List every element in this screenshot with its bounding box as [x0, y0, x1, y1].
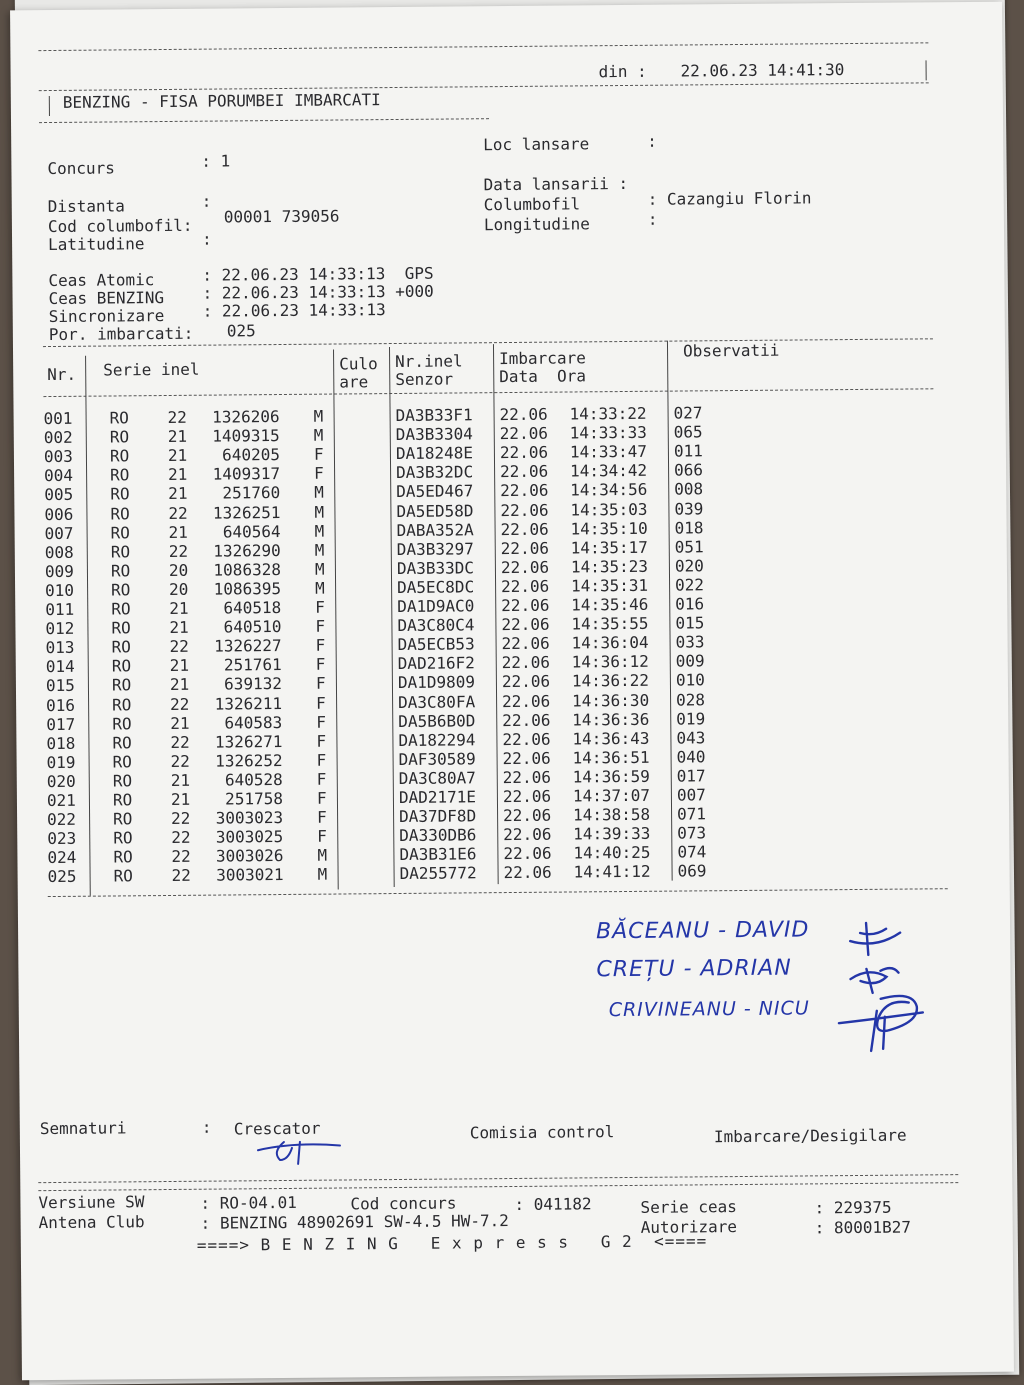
th-serie-inel: Serie inel	[103, 359, 200, 380]
cell-obs: 065	[673, 422, 703, 442]
cell-senzor: DA330DB6	[399, 825, 477, 846]
cell-obs: 027	[673, 403, 703, 423]
cell-obs: 066	[673, 460, 704, 480]
cell-nr: 011	[45, 599, 75, 620]
cell-obs: 008	[674, 479, 704, 499]
cell-senzor: DA3B3297	[396, 539, 474, 559]
cell-sex: F	[315, 654, 326, 675]
cell-sex: M	[317, 845, 328, 866]
cell-senzor: DA3B3304	[395, 424, 473, 445]
cell-senzor: DA5B6B0D	[398, 710, 476, 731]
cell-nr: 015	[45, 676, 75, 696]
cell-inel: 639132	[224, 674, 283, 694]
cell-inel: 640564	[222, 521, 281, 542]
cell-ora: 14:36:43	[572, 728, 650, 749]
th-nr-inel-2: Senzor	[395, 369, 454, 390]
cell-data: 22.06	[499, 404, 548, 425]
cell-nr: 014	[45, 657, 75, 677]
loc-lansare-label: Loc lansare	[483, 134, 590, 155]
cell-obs: 039	[674, 498, 704, 519]
antena-club-value: : BENZING 48902691 SW-4.5 HW-7.2	[200, 1211, 509, 1233]
cell-senzor: DA5ED467	[396, 481, 474, 502]
signature-mark-1	[846, 919, 906, 960]
serie-ceas-value: : 229375	[814, 1197, 892, 1218]
cell-inel: 251758	[225, 789, 284, 809]
cell-an: 22	[171, 808, 191, 829]
cell-data: 22.06	[502, 748, 551, 768]
table-bottom-rule	[48, 888, 948, 897]
cell-data: 22.06	[500, 538, 550, 558]
col-rule-senzor	[493, 344, 499, 884]
header-mid-rule	[39, 82, 929, 91]
cell-sex: M	[315, 578, 325, 598]
cell-obs: 009	[675, 651, 705, 671]
cell-data: 22.06	[501, 652, 551, 673]
cell-inel: 640518	[223, 598, 282, 618]
distanta-label: Distanta	[47, 196, 125, 217]
cell-ora: 14:41:12	[573, 862, 651, 882]
columbofil-label: Columbofil	[483, 194, 581, 215]
por-imbarcati-value: 025	[226, 321, 256, 341]
cell-nr: 023	[47, 828, 77, 849]
cell-nr: 012	[45, 618, 75, 639]
cell-sex: F	[315, 616, 326, 636]
table-header-rule	[43, 388, 933, 397]
cell-tara: RO	[111, 599, 131, 619]
longitudine-value: :	[647, 209, 658, 229]
header-top-rule	[38, 42, 928, 51]
cod-columbofil-label: Cod columbofil:	[47, 215, 193, 237]
crescator-signature	[254, 1137, 344, 1166]
serie-ceas-label: Serie ceas	[640, 1197, 737, 1217]
cell-an: 22	[171, 866, 191, 886]
cell-ora: 14:34:42	[570, 461, 648, 481]
cell-tara: RO	[110, 465, 130, 485]
cell-data: 22.06	[499, 442, 549, 463]
cell-ora: 14:36:12	[571, 652, 649, 672]
cell-senzor: DAD2171E	[398, 787, 477, 807]
autorizare-label: Autorizare	[640, 1217, 738, 1237]
semnaturi-label: Semnaturi	[39, 1118, 127, 1139]
por-imbarcati-label: Por. imbarcati:	[48, 323, 194, 345]
cell-data: 22.06	[500, 481, 549, 501]
concurs-value: : 1	[201, 151, 231, 171]
cell-data: 22.06	[501, 614, 550, 635]
cell-sex: F	[313, 444, 324, 464]
cell-tara: RO	[113, 847, 133, 867]
cell-sex: M	[313, 406, 324, 426]
cell-sex: F	[317, 826, 327, 846]
cell-an: 21	[170, 789, 191, 809]
cell-senzor: DA182294	[398, 730, 476, 750]
cell-nr: 019	[46, 752, 76, 772]
th-imbarcare-2: Data Ora	[499, 366, 587, 387]
cell-ora: 14:34:56	[570, 480, 648, 500]
cell-an: 22	[170, 732, 190, 752]
cell-nr: 020	[46, 771, 76, 791]
cell-ora: 14:36:30	[572, 690, 650, 710]
ceas-benzing-label: Ceas BENZING	[48, 288, 165, 309]
cell-ora: 14:36:51	[572, 747, 650, 768]
cell-ora: 14:39:33	[573, 823, 651, 844]
cell-senzor: DA3C80A7	[398, 768, 476, 788]
cell-ora: 14:36:36	[572, 709, 650, 730]
cell-data: 22.06	[500, 557, 550, 577]
cell-nr: 017	[46, 714, 76, 734]
cell-an: 21	[169, 656, 190, 676]
cell-senzor: DA5EC8DC	[397, 577, 475, 597]
versiune-sw-label: Versiune SW	[38, 1192, 145, 1213]
cell-nr: 004	[44, 466, 74, 486]
cell-sex: F	[317, 807, 327, 827]
cell-inel: 1326211	[214, 693, 283, 714]
cell-data: 22.06	[501, 633, 550, 654]
cell-sex: F	[315, 635, 326, 655]
cell-tara: RO	[109, 427, 130, 447]
cell-obs: 015	[675, 613, 705, 633]
cell-sex: F	[316, 769, 327, 789]
cell-an: 21	[167, 426, 188, 447]
sincronizare-value: : 22.06.23 14:33:13	[202, 300, 386, 321]
th-observatii: Observatii	[682, 340, 780, 361]
th-nr: Nr.	[47, 364, 77, 385]
cell-senzor: DA255772	[399, 863, 477, 884]
cell-tara: RO	[110, 542, 131, 562]
cell-nr: 018	[46, 733, 76, 753]
signature-mark-2	[846, 961, 906, 998]
cell-obs: 016	[675, 594, 705, 614]
cell-nr: 010	[45, 580, 75, 600]
cell-an: 21	[168, 465, 188, 485]
autorizare-value: : 80001B27	[814, 1217, 912, 1238]
cell-obs: 051	[674, 537, 704, 557]
cell-ora: 14:40:25	[573, 843, 651, 863]
cell-senzor: DA3C80C4	[397, 615, 475, 636]
cell-obs: 040	[676, 747, 706, 767]
cell-nr: 002	[43, 427, 73, 448]
cell-an: 22	[170, 694, 190, 714]
cell-data: 22.06	[501, 672, 551, 692]
cell-senzor: DA18248E	[395, 443, 474, 464]
cell-tara: RO	[110, 503, 130, 523]
cod-concurs-value: : 041182	[514, 1194, 592, 1214]
col-rule-culoare	[389, 347, 395, 887]
cell-nr: 013	[45, 638, 75, 658]
cell-obs: 033	[675, 632, 705, 652]
latitudine-value: :	[201, 229, 212, 249]
cell-data: 22.06	[500, 500, 549, 520]
cell-an: 22	[171, 827, 191, 848]
loc-lansare-value: :	[647, 131, 657, 151]
cell-ora: 14:35:17	[570, 537, 648, 558]
cell-obs: 018	[674, 517, 704, 538]
cell-inel: 1086328	[213, 559, 282, 580]
cell-tara: RO	[111, 618, 131, 638]
printed-form	[10, 2, 1014, 1381]
header-date-label: din :	[598, 61, 647, 82]
header-bottom-rule	[39, 118, 489, 123]
cell-ora: 14:33:22	[569, 403, 647, 424]
cell-an: 22	[167, 407, 187, 427]
cell-inel: 251761	[223, 655, 282, 675]
cell-inel: 1326271	[214, 731, 283, 752]
cell-sex: F	[315, 597, 325, 617]
cell-inel: 3003025	[215, 827, 284, 847]
cell-obs: 069	[677, 861, 707, 881]
cell-ora: 14:37:07	[572, 785, 651, 806]
col-rule-ora	[667, 341, 673, 881]
cell-ora: 14:33:33	[569, 422, 647, 443]
cell-nr: 009	[44, 561, 74, 581]
cell-ora: 14:35:55	[571, 613, 649, 634]
cell-senzor: DA37DF8D	[399, 806, 477, 827]
cell-ora: 14:35:31	[571, 575, 649, 596]
cell-tara: RO	[111, 675, 132, 695]
cell-data: 22.06	[503, 805, 552, 826]
cell-senzor: DA3B33F1	[395, 405, 473, 426]
cell-tara: RO	[112, 790, 133, 810]
cell-data: 22.06	[502, 729, 551, 749]
cell-inel: 3003021	[216, 865, 284, 885]
signature-mark-3	[837, 992, 928, 1055]
cell-inel: 3003023	[215, 808, 284, 828]
cell-tara: RO	[112, 713, 132, 734]
cell-sex: M	[314, 483, 324, 503]
cell-nr: 021	[46, 790, 76, 811]
cell-sex: M	[317, 865, 328, 885]
handwritten-name-1: BĂCEANU - DAVID	[595, 917, 810, 945]
cell-data: 22.06	[502, 767, 552, 787]
handwritten-name-2: CREȚU - ADRIAN	[596, 955, 792, 983]
cell-senzor: DA3B33DC	[396, 558, 475, 578]
cod-concurs-label: Cod concurs	[350, 1193, 457, 1214]
th-culoare-2: are	[339, 372, 369, 392]
cell-data: 22.06	[501, 595, 550, 616]
cell-tara: RO	[111, 656, 132, 676]
cell-sex: F	[314, 463, 324, 484]
cell-data: 22.06	[502, 786, 552, 807]
col-rule-sex	[333, 350, 339, 890]
benzing-banner: ====> B E N Z I N G E x p r e s s G 2 <====	[196, 1231, 708, 1255]
cell-senzor: DA5ED58D	[396, 500, 474, 521]
cell-obs: 071	[676, 804, 707, 824]
cell-tara: RO	[110, 484, 130, 504]
cell-senzor: DAD216F2	[397, 653, 475, 674]
cell-senzor: DABA352A	[396, 519, 474, 540]
cell-inel: 640583	[224, 712, 283, 733]
footer-rule-1	[38, 1174, 958, 1183]
cell-ora: 14:35:46	[571, 594, 649, 615]
latitudine-label: Latitudine	[48, 234, 145, 255]
cell-inel: 1409317	[212, 464, 281, 484]
cell-data: 22.06	[502, 710, 551, 730]
cell-tara: RO	[110, 522, 130, 543]
cell-senzor: DA3C80FA	[398, 691, 476, 712]
cell-obs: 020	[674, 556, 704, 576]
cell-sex: M	[314, 559, 325, 579]
cell-inel: 1326227	[214, 636, 282, 656]
antena-club-label: Antena Club	[38, 1212, 145, 1233]
th-nr-inel-1: Nr.inel	[395, 351, 463, 372]
cell-tara: RO	[112, 771, 133, 791]
cell-an: 21	[169, 598, 189, 618]
cell-data: 22.06	[500, 461, 549, 482]
cell-inel: 640205	[222, 445, 281, 465]
cell-sex: M	[313, 425, 324, 445]
cell-sex: M	[314, 540, 325, 560]
cell-nr: 016	[46, 695, 76, 715]
cell-obs: 022	[674, 575, 705, 595]
cell-ora: 14:33:47	[569, 442, 648, 462]
th-imbarcare-1: Imbarcare	[499, 348, 586, 369]
cell-an: 22	[168, 503, 188, 523]
cell-data: 22.06	[503, 824, 552, 845]
cell-inel: 1326251	[212, 502, 281, 523]
ceas-atomic-label: Ceas Atomic	[48, 270, 155, 291]
longitudine-label: Longitudine	[483, 214, 590, 235]
concurs-label: Concurs	[47, 158, 115, 179]
cell-nr: 024	[47, 848, 77, 868]
cell-an: 22	[169, 637, 189, 657]
imbarcare-desigilare-label: Imbarcare/Desigilare	[713, 1125, 907, 1147]
cell-obs: 028	[675, 689, 706, 710]
cell-ora: 14:35:03	[570, 499, 648, 519]
cell-obs: 019	[676, 708, 706, 729]
cell-obs: 073	[677, 823, 707, 843]
cell-ora: 14:36:04	[571, 632, 649, 653]
comisia-control-label: Comisia control	[469, 1122, 615, 1143]
cell-data: 22.06	[500, 519, 549, 539]
cell-an: 21	[170, 770, 191, 790]
crescator-label: Crescator	[233, 1118, 321, 1139]
cell-obs: 010	[675, 670, 705, 690]
cell-tara: RO	[112, 752, 132, 772]
cell-data: 22.06	[503, 863, 552, 883]
cell-sex: F	[316, 712, 326, 732]
footer-rule-2	[38, 1182, 958, 1191]
col-rule-nr	[85, 356, 91, 896]
cell-tara: RO	[113, 809, 133, 829]
semnaturi-colon: :	[201, 1117, 212, 1137]
handwritten-name-3: CRIVINEANU - NICU	[608, 997, 810, 1022]
cell-nr: 001	[43, 408, 73, 429]
cell-data: 22.06	[499, 423, 549, 444]
cell-senzor: DA1D9AC0	[397, 596, 475, 616]
cell-an: 20	[168, 560, 189, 580]
cell-tara: RO	[112, 694, 132, 714]
cell-ora: 14:35:10	[570, 518, 648, 539]
cell-senzor: DAF30589	[398, 749, 476, 769]
versiune-sw-value: : RO-04.01	[200, 1192, 297, 1213]
cell-tara: RO	[113, 828, 133, 848]
cell-inel: 251760	[222, 483, 281, 503]
cell-senzor: DA3B31E6	[399, 844, 477, 865]
cell-sex: F	[316, 788, 327, 808]
cell-nr: 022	[47, 809, 77, 830]
data-lansarii-label: Data lansarii :	[483, 173, 629, 195]
ceas-benzing-value: : 22.06.23 14:33:13 +000	[202, 281, 434, 303]
cell-an: 21	[168, 484, 188, 504]
cell-an: 20	[169, 579, 189, 599]
cell-an: 21	[167, 446, 188, 466]
cell-nr: 005	[44, 485, 74, 505]
cell-ora: 14:35:23	[570, 556, 649, 577]
cell-tara: RO	[113, 866, 133, 886]
cell-inel: 640510	[223, 617, 282, 637]
cell-inel: 1326290	[213, 540, 281, 561]
cell-sex: F	[316, 731, 327, 751]
header-left-bar	[49, 96, 50, 116]
header-title: BENZING - FISA PORUMBEI IMBARCATI	[62, 90, 381, 112]
cell-senzor: DA5ECB53	[397, 634, 475, 655]
cell-inel: 640528	[224, 769, 283, 790]
cell-nr: 007	[44, 523, 74, 543]
cell-data: 22.06	[502, 691, 551, 711]
cell-senzor: DA3B32DC	[396, 462, 474, 483]
cell-an: 21	[169, 675, 190, 695]
cell-tara: RO	[109, 446, 130, 466]
cell-sex: F	[316, 693, 326, 713]
cell-nr: 006	[44, 504, 74, 524]
th-culoare-1: Culo	[339, 354, 378, 374]
cell-tara: RO	[111, 580, 131, 600]
cell-inel: 1326252	[215, 750, 283, 771]
header-date-value: 22.06.23 14:41:30	[680, 60, 845, 81]
cell-sex: M	[314, 521, 325, 541]
cell-senzor: DA1D9809	[397, 672, 476, 693]
cell-nr: 008	[44, 542, 74, 562]
cell-ora: 14:38:58	[573, 804, 651, 825]
cell-data: 22.06	[503, 843, 552, 864]
ceas-atomic-value: : 22.06.23 14:33:13 GPS	[202, 263, 434, 285]
cell-an: 21	[170, 713, 190, 733]
cell-inel: 3003026	[215, 846, 284, 866]
cell-sex: F	[316, 750, 327, 770]
cell-ora: 14:36:59	[572, 766, 650, 787]
cell-inel: 1326206	[212, 407, 280, 427]
cell-obs: 007	[676, 785, 706, 805]
distanta-value: :	[201, 191, 212, 211]
columbofil-value: : Cazangiu Florin	[647, 188, 812, 209]
cell-tara: RO	[109, 408, 129, 428]
cell-tara: RO	[110, 561, 131, 581]
cell-an: 22	[168, 541, 189, 561]
cell-tara: RO	[111, 637, 131, 657]
cell-inel: 1086395	[213, 578, 282, 599]
cell-sex: F	[315, 674, 326, 694]
cell-an: 22	[171, 847, 191, 867]
cell-nr: 025	[47, 867, 77, 887]
cell-an: 21	[169, 617, 189, 638]
header-right-bar	[926, 60, 927, 80]
cell-obs: 017	[676, 766, 706, 786]
cell-an: 22	[170, 751, 190, 771]
cell-data: 22.06	[501, 576, 550, 596]
cell-tara: RO	[112, 733, 132, 753]
cod-columbofil-value: 00001 739056	[223, 206, 340, 227]
cell-nr: 003	[43, 447, 73, 467]
cell-obs: 011	[673, 441, 703, 461]
cell-ora: 14:36:22	[571, 671, 650, 691]
cell-sex: M	[314, 502, 325, 522]
cell-obs: 043	[676, 728, 706, 748]
cell-obs: 074	[677, 842, 707, 862]
sincronizare-label: Sincronizare	[48, 306, 165, 327]
cell-an: 21	[168, 522, 188, 542]
cell-inel: 1409315	[212, 426, 280, 446]
